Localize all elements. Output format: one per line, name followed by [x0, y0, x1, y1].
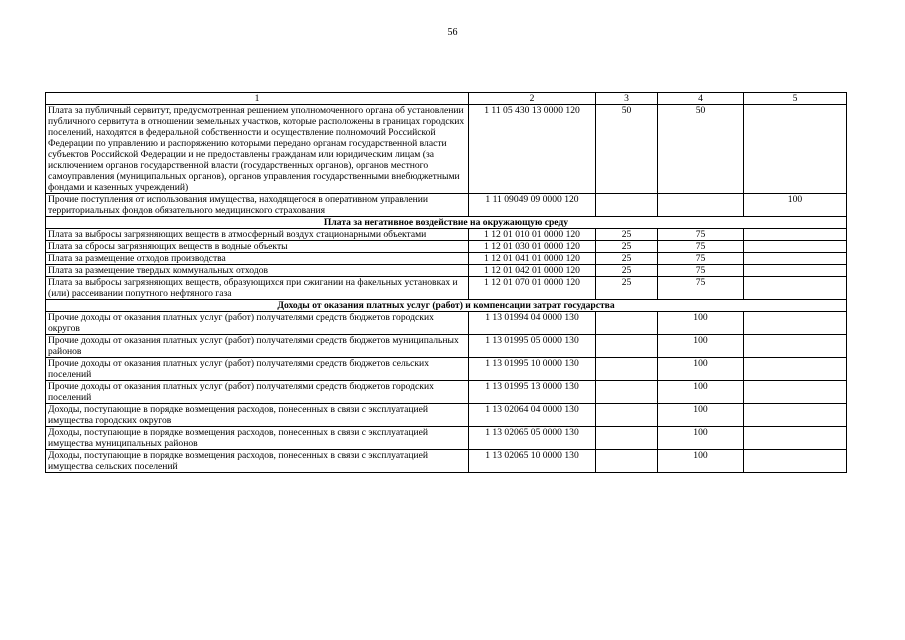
- share-col5-cell: [744, 381, 847, 404]
- revenue-name-cell: Плата за сбросы загрязняющих веществ в водные объекты: [46, 241, 469, 253]
- budget-code-cell: 1 12 01 010 01 0000 120: [469, 229, 596, 241]
- revenue-name-cell: Доходы, поступающие в порядке возмещения расходов, понесенных в связи с эксплуатацией имущества городских округов: [46, 404, 469, 427]
- budget-code-cell: 1 13 02065 10 0000 130: [469, 450, 596, 473]
- table-row: [46, 335, 847, 358]
- share-col3-cell: 25: [596, 277, 658, 300]
- share-col3-cell: [596, 194, 658, 217]
- share-col4-cell: 75: [658, 265, 744, 277]
- revenue-name-cell: Прочие доходы от оказания платных услуг (работ) получателями средств бюджетов муниципальных районов: [46, 335, 469, 358]
- share-col3-cell: 25: [596, 229, 658, 241]
- budget-code-cell: 1 13 01995 05 0000 130: [469, 335, 596, 358]
- section-title: Плата за негативное воздействие на окружающую среду: [46, 217, 847, 229]
- table-row: [46, 265, 847, 277]
- share-col3-cell: [596, 450, 658, 473]
- table-row: [46, 194, 847, 217]
- share-col5-cell: [744, 450, 847, 473]
- share-col5-cell: [744, 358, 847, 381]
- share-col3-cell: [596, 381, 658, 404]
- share-col5-cell: 100: [744, 194, 847, 217]
- share-col4-cell: 50: [658, 105, 744, 194]
- revenue-name-cell: Плата за выбросы загрязняющих веществ в атмосферный воздух стационарными объектами: [46, 229, 469, 241]
- budget-code-cell: 1 12 01 041 01 0000 120: [469, 253, 596, 265]
- section-header-row: [46, 217, 847, 229]
- table-row: [46, 277, 847, 300]
- share-col5-cell: [744, 404, 847, 427]
- share-col3-cell: [596, 404, 658, 427]
- budget-code-cell: 1 13 01995 13 0000 130: [469, 381, 596, 404]
- share-col3-cell: 25: [596, 253, 658, 265]
- share-col3-cell: 25: [596, 241, 658, 253]
- revenue-name-cell: Плата за размещение отходов производства: [46, 253, 469, 265]
- share-col5-cell: [744, 253, 847, 265]
- revenue-name-cell: Прочие доходы от оказания платных услуг (работ) получателями средств бюджетов сельских поселений: [46, 358, 469, 381]
- share-col4-cell: 75: [658, 229, 744, 241]
- share-col4-cell: 75: [658, 253, 744, 265]
- table-body: [46, 105, 847, 473]
- revenue-name-cell: Плата за публичный сервитут, предусмотренная решением уполномоченного органа об установлении публичного сервитута в отношении земельных участков, которые расположены в границах городских поселений, находятся в федеральной собственности и осуществление полномочий Российской Федерации по управлению и распоряжению которыми передано органам государственной власти субъектов Российской Федерации и не предоставлены гражданам или юридическим лицам (за исключением органов государственной власти (государственных органов), органов местного самоуправления (муниципальных органов), органов управления государственными внебюджетными фондами и казенных учреждений): [46, 105, 469, 194]
- revenue-name-cell: Доходы, поступающие в порядке возмещения расходов, понесенных в связи с эксплуатацией имущества сельских поселений: [46, 450, 469, 473]
- table-row: [46, 404, 847, 427]
- table-row: [46, 312, 847, 335]
- share-col4-cell: 100: [658, 427, 744, 450]
- table-row: [46, 105, 847, 194]
- revenue-name-cell: Прочие доходы от оказания платных услуг (работ) получателями средств бюджетов городских поселений: [46, 381, 469, 404]
- section-header-row: [46, 300, 847, 312]
- table-row: [46, 253, 847, 265]
- budget-code-cell: 1 12 01 030 01 0000 120: [469, 241, 596, 253]
- column-header: 3: [596, 93, 658, 105]
- share-col5-cell: [744, 105, 847, 194]
- table-row: [46, 229, 847, 241]
- share-col4-cell: 75: [658, 241, 744, 253]
- revenue-name-cell: Доходы, поступающие в порядке возмещения расходов, понесенных в связи с эксплуатацией имущества муниципальных районов: [46, 427, 469, 450]
- share-col3-cell: [596, 335, 658, 358]
- share-col4-cell: 100: [658, 381, 744, 404]
- budget-code-cell: 1 11 05 430 13 0000 120: [469, 105, 596, 194]
- share-col5-cell: [744, 241, 847, 253]
- table-row: [46, 241, 847, 253]
- share-col4-cell: 100: [658, 312, 744, 335]
- budget-code-cell: 1 13 01994 04 0000 130: [469, 312, 596, 335]
- table-header-row: [46, 93, 847, 105]
- share-col5-cell: [744, 312, 847, 335]
- share-col4-cell: 100: [658, 335, 744, 358]
- share-col3-cell: 25: [596, 265, 658, 277]
- share-col4-cell: [658, 194, 744, 217]
- column-header: 2: [469, 93, 596, 105]
- share-col4-cell: 100: [658, 358, 744, 381]
- share-col4-cell: 75: [658, 277, 744, 300]
- budget-code-cell: 1 12 01 070 01 0000 120: [469, 277, 596, 300]
- page-number: 56: [447, 27, 458, 38]
- share-col4-cell: 100: [658, 404, 744, 427]
- share-col5-cell: [744, 277, 847, 300]
- table-row: [46, 427, 847, 450]
- share-col5-cell: [744, 265, 847, 277]
- table-row: [46, 381, 847, 404]
- share-col5-cell: [744, 427, 847, 450]
- share-col5-cell: [744, 335, 847, 358]
- revenue-name-cell: Плата за выбросы загрязняющих веществ, образующихся при сжигании на факельных установках и (или) рассеивании попутного нефтяного газа: [46, 277, 469, 300]
- budget-code-cell: 1 11 09049 09 0000 120: [469, 194, 596, 217]
- budget-code-cell: 1 13 02064 04 0000 130: [469, 404, 596, 427]
- table-row: [46, 450, 847, 473]
- column-header: 4: [658, 93, 744, 105]
- share-col5-cell: [744, 229, 847, 241]
- share-col3-cell: 50: [596, 105, 658, 194]
- section-title: Доходы от оказания платных услуг (работ) и компенсации затрат государства: [46, 300, 847, 312]
- column-header: 5: [744, 93, 847, 105]
- revenue-name-cell: Прочие поступления от использования имущества, находящегося в оперативном управлении территориальных фондов обязательного медицинского страхования: [46, 194, 469, 217]
- revenue-distribution-table: [45, 92, 847, 473]
- share-col3-cell: [596, 358, 658, 381]
- share-col3-cell: [596, 427, 658, 450]
- budget-code-cell: 1 13 01995 10 0000 130: [469, 358, 596, 381]
- share-col4-cell: 100: [658, 450, 744, 473]
- column-header: 1: [46, 93, 469, 105]
- revenue-name-cell: Прочие доходы от оказания платных услуг (работ) получателями средств бюджетов городских округов: [46, 312, 469, 335]
- budget-code-cell: 1 12 01 042 01 0000 120: [469, 265, 596, 277]
- budget-code-cell: 1 13 02065 05 0000 130: [469, 427, 596, 450]
- share-col3-cell: [596, 312, 658, 335]
- revenue-name-cell: Плата за размещение твердых коммунальных отходов: [46, 265, 469, 277]
- table-row: [46, 358, 847, 381]
